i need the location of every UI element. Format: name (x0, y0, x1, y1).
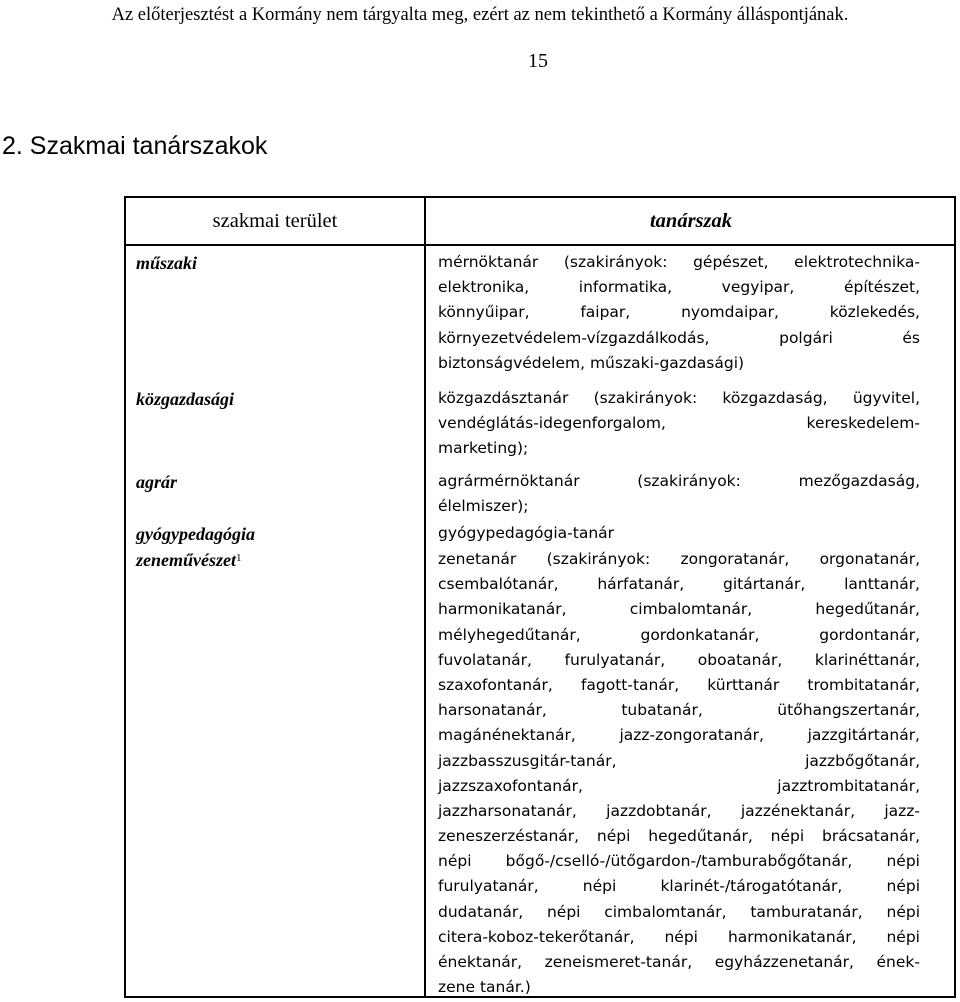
course-line: mélyhegedűtanár, gordonkatanár, gordontanár, (438, 625, 920, 644)
course-line: zenetanár (szakirányok: zongoratanár, orgonatanár, (438, 550, 920, 568)
course-line: szaxofontanár, fagott-tanár, kürttanár trombitatanár, (438, 675, 920, 694)
course-line: fuvolatanár, furulyatanár, oboatanár, klarinéttanár, (438, 650, 920, 669)
course-line: jazzszaxofontanár, jazztrombitatanár, (438, 776, 920, 795)
course-line: elektronika, informatika, vegyipar, építészet, (438, 278, 920, 297)
course-line: furulyatanár, népi klarinét-/tárogatótanár, népi (438, 877, 920, 896)
course-cell (438, 469, 920, 519)
header-courses: tanárszak (649, 210, 733, 232)
course-line: népi bőgő-/cselló-/ütőgardon-/tamburabőgőtanár, népi (438, 852, 920, 871)
area-label: agrár (136, 472, 178, 492)
header-area: szakmai terület (212, 210, 338, 232)
area-label: közgazdasági (136, 389, 235, 409)
course-cell (438, 250, 920, 376)
course-line: könnyűipar, faipar, nyomdaipar, közlekedés, (438, 303, 920, 322)
course-line: marketing); (438, 439, 529, 458)
course-line: harsonatanár, tubatanár, ütőhangszertanár, (438, 701, 920, 720)
teacher-courses-table (124, 196, 956, 998)
area-cell (136, 521, 416, 547)
section-title: 2. Szakmai tanárszakok (2, 132, 268, 160)
course-line: citera-koboz-tekerőtanár, népi harmonikatanár, népi (438, 927, 920, 946)
course-line: dudatanár, népi cimbalomtanár, tamburatanár, népi (438, 902, 920, 921)
footnote-marker: 1 (235, 552, 242, 564)
course-line: élelmiszer); (438, 497, 529, 516)
area-cell (136, 469, 416, 495)
course-line: jazzbasszusgitár-tanár, jazzbőgőtanár, (438, 751, 920, 770)
course-line: énektanár, zeneismeret-tanár, egyházzenetanár, ének- (438, 953, 920, 971)
course-line: agrármérnöktanár (szakirányok: mezőgazdaság, (438, 472, 920, 490)
course-cell (438, 521, 920, 546)
page-number: 15 (528, 50, 548, 72)
area-label: gyógypedagógia (136, 524, 255, 544)
header-divider (126, 244, 954, 246)
header-note: Az előterjesztést a Kormány nem tárgyalta meg, ezért az nem tekinthető a Kormány álláspontjának. (111, 5, 849, 25)
course-line: biztonságvédelem, műszaki-gazdasági) (438, 353, 745, 372)
course-cell (438, 547, 920, 1000)
column-divider (424, 198, 426, 996)
course-line: vendéglátás-idegenforgalom, kereskedelem- (438, 414, 920, 433)
course-line: harmonikatanár, cimbalomtanár, hegedűtanár, (438, 600, 920, 619)
course-line: közgazdásztanár (szakirányok: közgazdaság, ügyvitel, (438, 389, 920, 407)
course-line: környezetvédelem-vízgazdálkodás, polgári és (438, 328, 920, 347)
course-line: gyógypedagógia-tanár (438, 524, 615, 542)
area-cell (136, 547, 416, 573)
area-label: zeneművészet (136, 550, 236, 570)
course-cell (438, 386, 920, 462)
course-line: magánénektanár, jazz-zongoratanár, jazzgitártanár, (438, 726, 920, 745)
area-cell (136, 386, 416, 412)
course-line: csembalótanár, hárfatanár, gitártanár, lanttanár, (438, 575, 920, 594)
area-cell (136, 250, 416, 276)
course-line: jazzharsonatanár, jazzdobtanár, jazzénektanár, jazz- (438, 801, 920, 820)
course-line: zeneszerzéstanár, népi hegedűtanár, népi brácsatanár, (438, 827, 920, 846)
course-line: zene tanár.) (438, 978, 531, 997)
course-line: mérnöktanár (szakirányok: gépészet, elektrotechnika- (438, 253, 920, 271)
area-label: műszaki (136, 253, 198, 273)
